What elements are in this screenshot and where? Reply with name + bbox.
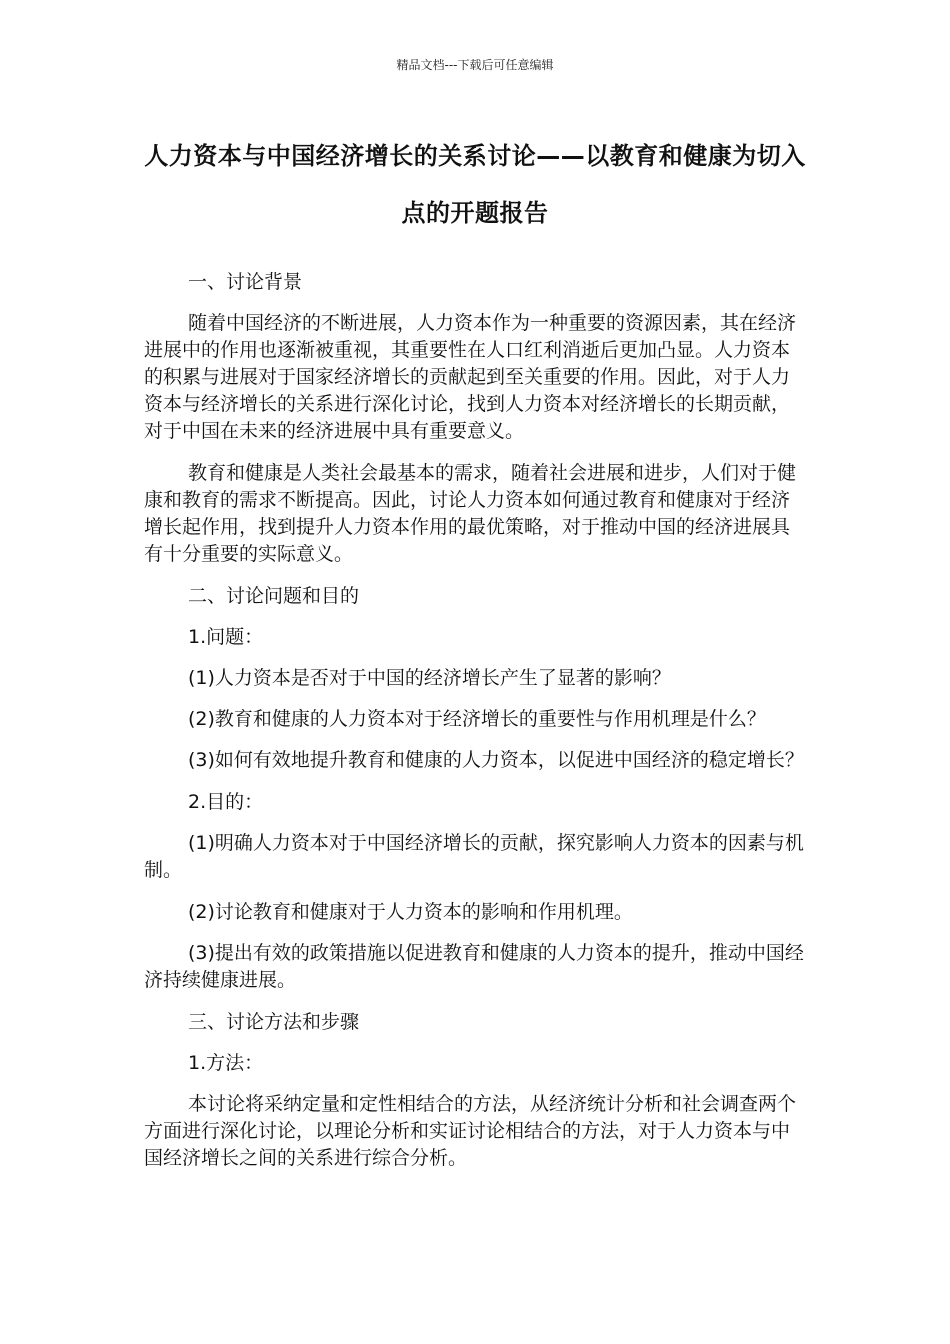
paragraph-background-2: 教育和健康是人类社会最基本的需求，随着社会进展和进步，人们对于健康和教育的需求不断提高。因此，讨论人力资本如何通过教育和健康对于经济增长起作用，找到提升人力资本作用的最优策略，对于推动中国的经济进展具有十分重要的实际意义。 [144, 462, 797, 565]
paragraph-methods: 本讨论将采纳定量和定性相结合的方法，从经济统计分析和社会调查两个方面进行深化讨论，以理论分析和实证讨论相结合的方法，对于人力资本与中国经济增长之间的关系进行综合分析。 [144, 1093, 797, 1169]
subheading-objectives: 2.目的： [188, 791, 264, 813]
objective-item-1: (1)明确人力资本对于中国经济增长的贡献，探究影响人力资本的因素与机制。 [144, 832, 804, 881]
document-title: 人力资本与中国经济增长的关系讨论——以教育和健康为切入点的开题报告 [144, 142, 806, 227]
objective-item-2: (2)讨论教育和健康对于人力资本的影响和作用机理。 [188, 901, 633, 923]
subheading-methods: 1.方法： [188, 1052, 264, 1074]
document-body [144, 269, 806, 1187]
question-item-2: (2)教育和健康的人力资本对于经济增长的重要性与作用机理是什么？ [188, 708, 766, 730]
section-heading-background: 一、讨论背景 [188, 271, 303, 293]
objective-item-3: (3)提出有效的政策措施以促进教育和健康的人力资本的提升，推动中国经济持续健康进展。 [144, 942, 804, 991]
subheading-questions: 1.问题： [188, 626, 264, 648]
question-item-3: (3)如何有效地提升教育和健康的人力资本，以促进中国经济的稳定增长？ [188, 749, 804, 771]
section-heading-methods: 三、讨论方法和步骤 [188, 1011, 360, 1033]
paragraph-background-1: 随着中国经济的不断进展，人力资本作为一种重要的资源因素，其在经济进展中的作用也逐渐被重视，其重要性在人口红利消逝后更加凸显。人力资本的积累与进展对于国家经济增长的贡献起到至关重要的作用。因此，对于人力资本与经济增长的关系进行深化讨论，找到人力资本对经济增长的长期贡献，对于中国在未来的经济进展中具有重要意义。 [144, 312, 797, 442]
question-item-1: (1)人力资本是否对于中国的经济增长产生了显著的影响？ [188, 667, 671, 689]
page-header: 精品文档---下载后可任意编辑 [396, 58, 554, 72]
section-heading-questions: 二、讨论问题和目的 [188, 585, 360, 607]
